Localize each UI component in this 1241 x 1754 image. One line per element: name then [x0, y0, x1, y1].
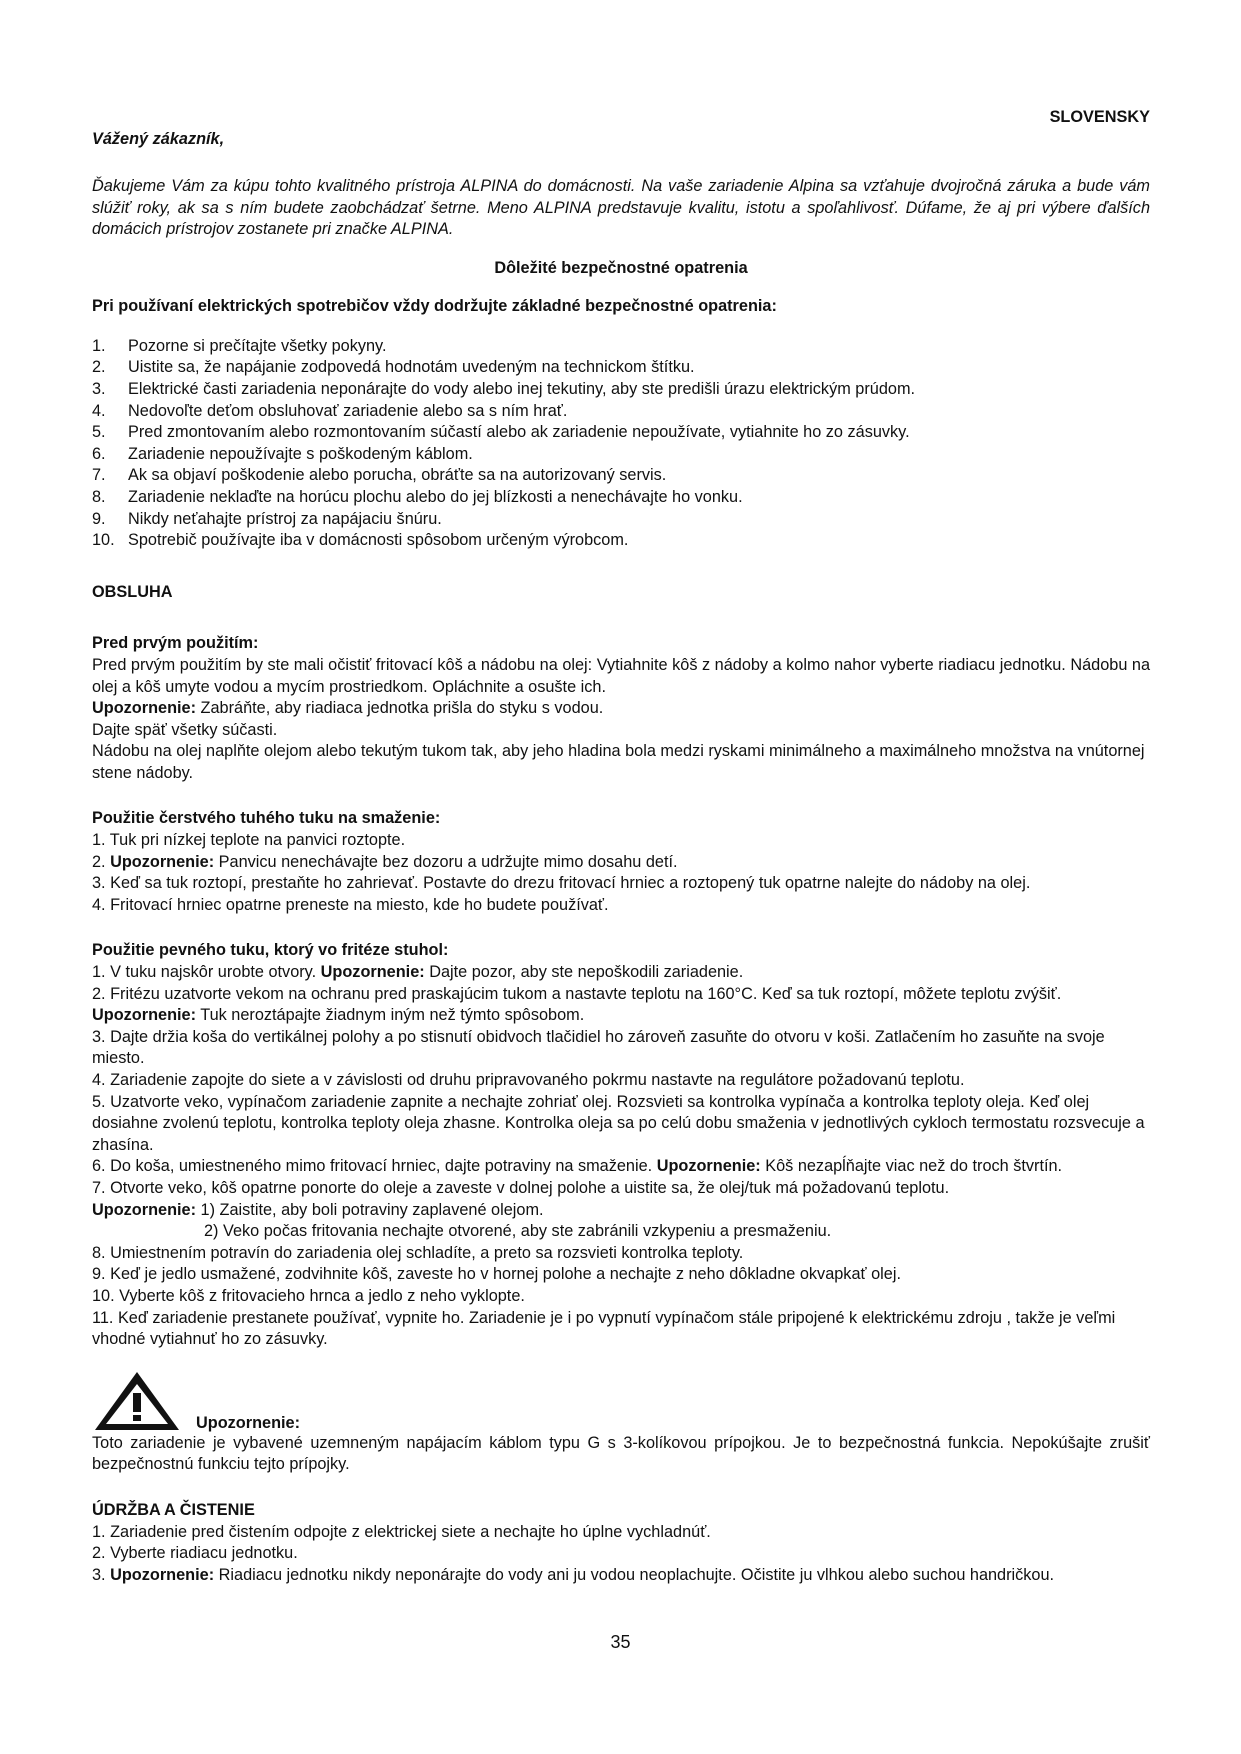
maintenance-section — [92, 1500, 1150, 1586]
first-use-warning: Upozornenie: Zabráňte, aby riadiaca jednotka prišla do styku s vodou. — [92, 699, 604, 718]
solid-fat-step: 8. Umiestnením potravín do zariadenia olej schladíte, a preto sa rozsvieti kontrolka teploty. — [92, 1243, 744, 1262]
safety-item — [92, 357, 1150, 379]
solid-fat-step: 4. Zariadenie zapojte do siete a v závislosti od druhu pripravovaného pokrmu nastavte na regulátore požadovanú teplotu. — [92, 1071, 965, 1089]
safety-item-number: 5. — [92, 423, 106, 442]
safety-list — [92, 336, 1150, 552]
fresh-fat-step: 3. Keď sa tuk roztopí, prestaňte ho zahrievať. Postavte do drezu fritovací hrniec a roztopený tuk opatrne nalejte do nádoby na olej. — [92, 874, 1031, 893]
first-use-fill: Nádobu na olej naplňte olejom alebo tekutým tukom tak, aby jeho hladina bola medzi ryskami minimálneho a maximálneho množstva na vnútornej stene nádoby. — [92, 742, 1145, 782]
solid-fat-note: Upozornenie: 1) Zaistite, aby boli potraviny zaplavené olejom. — [92, 1200, 544, 1219]
solid-fat-step: 1. V tuku najskôr urobte otvory. Upozornenie: Dajte pozor, aby ste nepoškodili zariadenie. — [92, 963, 744, 982]
safety-item-text: Nedovoľte deťom obsluhovať zariadenie alebo sa s ním hrať. — [128, 401, 568, 420]
solid-fat-step: 9. Keď je jedlo usmažené, zodvihnite kôš, zaveste ho v hornej polohe a nechajte z neho dôkladne okvapkať olej. — [92, 1265, 901, 1284]
safety-item — [92, 444, 1150, 466]
warning-triangle-icon — [92, 1369, 182, 1433]
maintenance-step: 2. Vyberte riadiacu jednotku. — [92, 1544, 298, 1563]
maintenance-step: 3. Upozornenie: Riadiacu jednotku nikdy neponárajte do vody ani ju vodou neoplachujte. Očistite ju vlhkou alebo suchou handričkou. — [92, 1565, 1055, 1584]
greeting: Vážený zákazník, — [92, 130, 225, 148]
fresh-fat-step: 1. Tuk pri nízkej teplote na panvici roztopte. — [92, 831, 406, 850]
safety-item-number: 6. — [92, 444, 106, 463]
safety-item-number: 1. — [92, 336, 106, 355]
solid-fat-step: Upozornenie: Tuk neroztápajte žiadnym iným než týmto spôsobom. — [92, 1006, 585, 1025]
solid-fat-section — [92, 940, 1150, 1350]
page-number: 35 — [610, 1632, 631, 1652]
warning-block — [92, 1369, 1150, 1433]
fresh-fat-step: 4. Fritovací hrniec opatrne preneste na miesto, kde ho budete používať. — [92, 895, 609, 914]
first-use-section — [92, 633, 1150, 784]
safety-item — [92, 379, 1150, 401]
safety-item-number: 8. — [92, 487, 106, 506]
manual-page — [92, 100, 1150, 1586]
intro-paragraph: Ďakujeme Vám za kúpu tohto kvalitného prístroja ALPINA do domácnosti. Na vaše zariadenie Alpina sa vzťahuje dvojročná záruka a bude vám slúžiť roky, ak sa s ním budete zaobchádzať šetrne. Meno ALPINA predstavuje kvalitu, istotu a spoľahlivosť. Dúfame, že aj pri výbere ďalších domácich prístrojov zostanete pri značke ALPINA. — [92, 177, 1150, 239]
solid-fat-step: 2. Fritézu uzatvorte vekom na ochranu pred praskajúcim tukom a nastavte teplotu na 160°C. Keď sa tuk roztopí, môžete teplotu zvýšiť. — [92, 984, 1062, 1003]
safety-lead: Pri používaní elektrických spotrebičov vždy dodržujte základné bezpečnostné opatrenia: — [92, 296, 777, 315]
safety-item-number: 10. — [92, 531, 115, 550]
fresh-fat-section — [92, 808, 1150, 916]
safety-item-text: Spotrebič používajte iba v domácnosti spôsobom určeným výrobcom. — [128, 531, 629, 550]
solid-fat-step: 5. Uzatvorte veko, vypínačom zariadenie zapnite a nechajte zohriať olej. Rozsvieti sa kontrolka vypínača a kontrolka teploty oleja. Keď olej dosiahne zvolenú teplotu, kontrolka teploty oleja zhasne. Kontrolka oleja sa po celú dobu smaženia v jednotlivých cykloch termostatu rozsvecuje a zhasína. — [92, 1092, 1145, 1154]
safety-item-number: 7. — [92, 466, 106, 485]
warning-text: Toto zariadenie je vybavené uzemneným napájacím káblom typu G s 3-kolíkovou prípojkou. Je to bezpečnostná funkcia. Nepokúšajte zrušiť bezpečnostnú funkciu tejto prípojky. — [92, 1433, 1150, 1474]
solid-fat-step: 11. Keď zariadenie prestanete používať, vypnite ho. Zariadenie je i po vypnutí vypínačom stále pripojené k elektrickému zdroju , takže je veľmi vhodné vytiahnuť ho zo zásuvky. — [92, 1308, 1116, 1349]
safety-item — [92, 401, 1150, 423]
safety-item — [92, 465, 1150, 487]
fresh-fat-step: 2. Upozornenie: Panvicu nenechávajte bez dozoru a udržujte mimo dosahu detí. — [92, 852, 678, 871]
safety-item-text: Pred zmontovaním alebo rozmontovaním súčastí alebo ak zariadenie nepoužívate, vytiahnite ho zo zásuvky. — [128, 423, 910, 442]
maintenance-title: ÚDRŽBA A ČISTENIE — [92, 1500, 255, 1519]
safety-item-text: Elektrické časti zariadenia neponárajte do vody alebo inej tekutiny, aby ste predišli úrazu elektrickým prúdom. — [128, 379, 916, 398]
solid-fat-step: 3. Dajte držia koša do vertikálnej polohy a po stisnutí obidvoch tlačidiel ho zároveň zasuňte do otvoru v koši. Zatlačením ho zasuňte na svoje miesto. — [92, 1027, 1105, 1068]
safety-item-text: Zariadenie neklaďte na horúcu plochu alebo do jej blízkosti a nenechávajte ho vonku. — [128, 487, 743, 506]
safety-item — [92, 336, 1150, 358]
safety-item-number: 3. — [92, 379, 106, 398]
safety-item-text: Nikdy neťahajte prístroj za napájaciu šnúru. — [128, 509, 442, 528]
fresh-fat-heading: Použitie čerstvého tuhého tuku na smaženie: — [92, 809, 441, 828]
operation-title: OBSLUHA — [92, 582, 173, 601]
solid-fat-note: 2) Veko počas fritovania nechajte otvorené, aby ste zabránili vzkypeniu a presmaženiu. — [204, 1222, 832, 1241]
warning-label: Upozornenie: — [196, 1413, 301, 1432]
language-label: SLOVENSKY — [1049, 108, 1150, 126]
safety-title: Dôležité bezpečnostné opatrenia — [494, 258, 748, 277]
safety-item — [92, 530, 1150, 552]
maintenance-step: 1. Zariadenie pred čistením odpojte z elektrickej siete a nechajte ho úplne vychladnúť. — [92, 1522, 711, 1541]
solid-fat-step: 6. Do koša, umiestneného mimo fritovací hrniec, dajte potraviny na smaženie. Upozornenie: Kôš nezapĺňajte viac než do troch štvrtín. — [92, 1157, 1063, 1176]
safety-item-number: 2. — [92, 358, 106, 377]
safety-item — [92, 509, 1150, 531]
safety-item-text: Pozorne si prečítajte všetky pokyny. — [128, 336, 387, 355]
solid-fat-step: 7. Otvorte veko, kôš opatrne ponorte do oleje a zaveste v dolnej polohe a uistite sa, že olej/tuk má požadovanú teplotu. — [92, 1178, 950, 1197]
safety-item-text: Zariadenie nepoužívajte s poškodeným káblom. — [128, 444, 473, 463]
first-use-heading: Pred prvým použitím: — [92, 634, 259, 653]
safety-item-text: Ak sa objaví poškodenie alebo porucha, obráťte sa na autorizovaný servis. — [128, 466, 667, 485]
solid-fat-step: 10. Vyberte kôš z fritovacieho hrnca a jedlo z neho vyklopte. — [92, 1286, 525, 1305]
first-use-line: Dajte späť všetky súčasti. — [92, 720, 278, 739]
safety-item-text: Uistite sa, že napájanie zodpovedá hodnotám uvedeným na technickom štítku. — [128, 358, 695, 377]
safety-item-number: 4. — [92, 401, 106, 420]
safety-item — [92, 487, 1150, 509]
first-use-para: Pred prvým použitím by ste mali očistiť fritovací kôš a nádobu na olej: Vytiahnite kôš z nádoby a kolmo nahor vyberte riadiacu jednotku. Nádobu na olej a kôš umyte vodou a mycím prostriedkom. Opláchnite a osušte ich. — [92, 655, 1151, 696]
safety-item-number: 9. — [92, 509, 106, 528]
safety-item — [92, 422, 1150, 444]
solid-fat-heading: Použitie pevného tuku, ktorý vo fritéze stuhol: — [92, 941, 449, 960]
